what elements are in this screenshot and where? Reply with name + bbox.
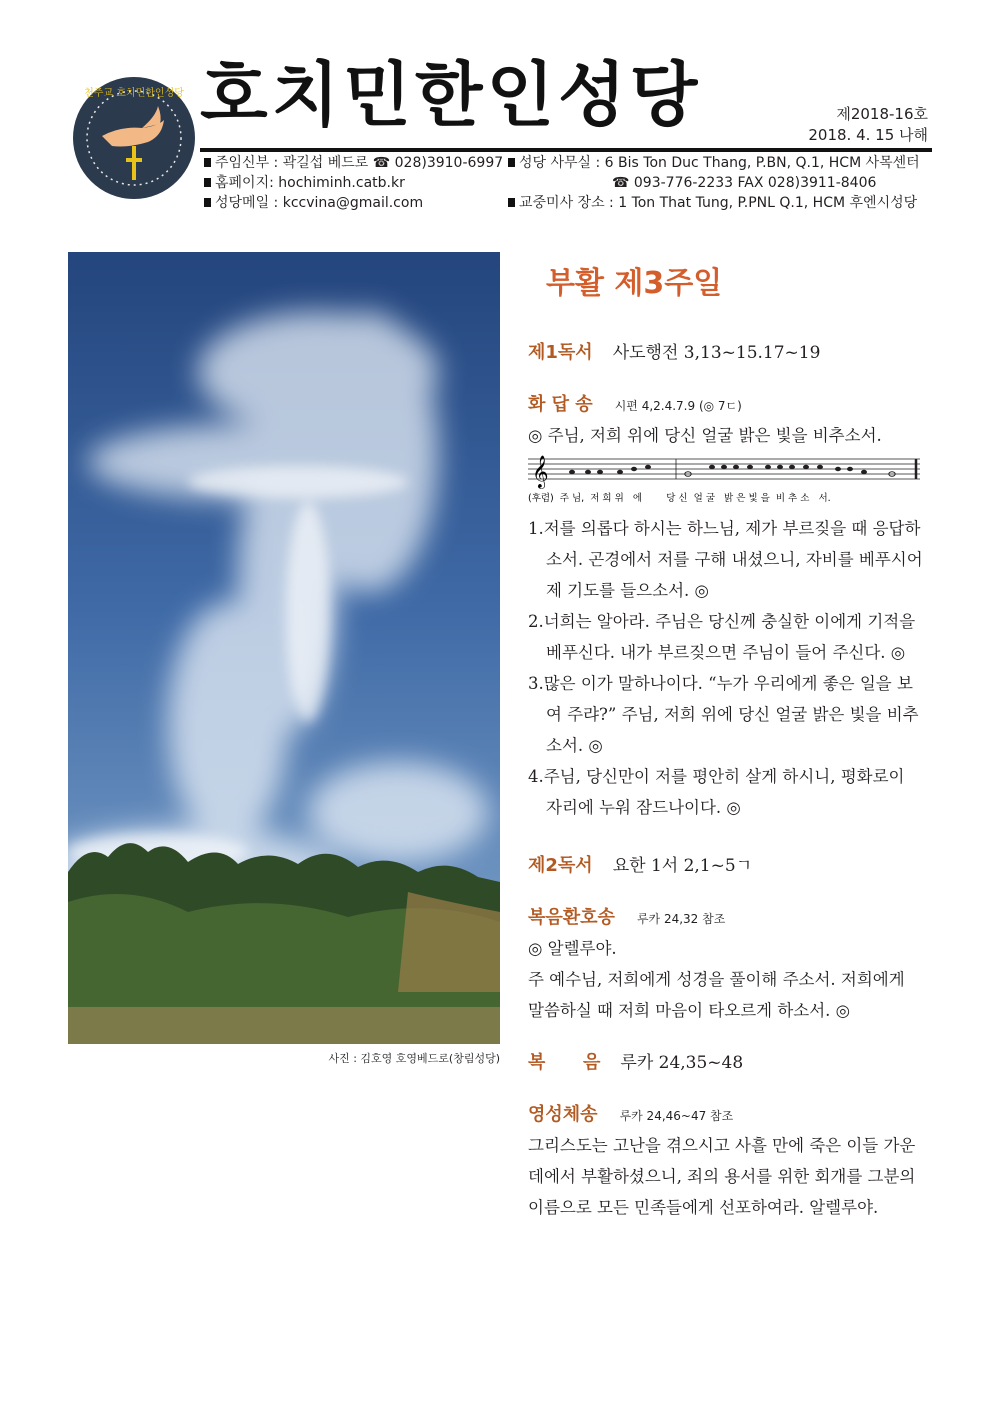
psalm-ref: 시편 4,2.4.7.9 (◎ 7ㄷ) <box>614 399 742 413</box>
psalm-row <box>528 390 924 420</box>
psalm-verse: 1.저를 의롭다 하시는 하느님, 제가 부르짖을 때 응답하소서. 곤경에서 저를 구해 내셨으니, 자비를 베푸시어 제 기도를 들으소서. ◎ <box>528 519 923 600</box>
email-line[interactable] <box>204 194 423 213</box>
issue-date: 2018. 4. 15 나해 <box>808 126 928 144</box>
psalm-verse: 2.너희는 알아라. 주님은 당신께 충실한 이에게 기적을 베푸신다. 내가 부르짖으면 주님이 들어 주신다. ◎ <box>528 612 916 662</box>
psalm-verse: 3.많은 이가 말하나이다. “누가 우리에게 좋은 일을 보여 주랴?” 주님, 저희 위에 당신 얼굴 밝은 빛을 비추소서. ◎ <box>528 674 919 755</box>
masthead-rule <box>200 148 932 152</box>
psalm-verse: 4.주님, 당신만이 저를 평안히 살게 하시니, 평화로이 자리에 누워 잠드나이다. ◎ <box>528 767 905 817</box>
reading1-row <box>528 338 924 368</box>
reading1-label: 제1독서 <box>528 342 593 363</box>
communion-row <box>528 1100 924 1130</box>
bullet-square-icon <box>204 158 211 167</box>
staff-lyrics: (후렴) 주 님, 저 희 위 에 당 신 얼 굴 밝 은 빛 을 비 추 소 서. <box>528 493 831 504</box>
office-phone-line <box>612 174 876 193</box>
communion-text: 그리스도는 고난을 겪으시고 사흘 만에 죽은 이들 가운데에서 부활하셨으니, 죄의 용서를 위한 회개를 그분의 이름으로 모든 민족들에게 선포하여라. 알렐루야. <box>528 1136 916 1217</box>
acclamation-refrain: ◎ 알렐루야. <box>528 939 617 958</box>
mass-place-line <box>508 194 917 213</box>
pastor-text: 주임신부 : 곽길섭 베드로 ☎ 028)3910-6997 <box>215 155 504 171</box>
bullet-square-icon <box>508 158 515 167</box>
issue-info <box>808 104 928 146</box>
reading1-ref: 사도행전 3,13~15.17~19 <box>612 343 821 363</box>
bullet-square-icon <box>204 178 211 187</box>
tree-line <box>68 843 500 1012</box>
photo-caption: 사진 : 김호영 호영베드로(창림성당) <box>328 1052 500 1065</box>
liturgy-column <box>528 258 924 1223</box>
mass-place-text: 교중미사 장소 : 1 Ton That Tung, P.PNL Q.1, HCM 후엔시성당 <box>519 195 918 211</box>
logo-lettering: 천주교 호치민한인성당 <box>84 88 184 99</box>
psalm-refrain: ◎ 주님, 저희 위에 당신 얼굴 밝은 빛을 비추소서. <box>528 426 882 445</box>
reading2-label: 제2독서 <box>528 855 593 876</box>
parish-logo <box>72 76 196 200</box>
music-staff <box>528 455 924 509</box>
bullet-square-icon <box>508 198 515 207</box>
homepage-line[interactable] <box>204 174 405 193</box>
sunday-title: 부활 제3주일 <box>546 266 723 301</box>
gospel-row <box>528 1048 924 1078</box>
newsletter-title: 호치민한인성당 <box>200 54 702 136</box>
communion-ref: 루카 24,46~47 참조 <box>619 1109 734 1123</box>
issue-number: 제2018-16호 <box>836 105 928 123</box>
homepage-link[interactable]: 홈페이지: hochiminh.catb.kr <box>215 175 405 191</box>
acclamation-label: 복음환호송 <box>528 907 615 928</box>
reading2-row <box>528 851 924 881</box>
pastor-line <box>204 154 503 173</box>
sky-cross-photo <box>68 252 500 1044</box>
treble-clef-icon: 𝄞 <box>532 455 549 488</box>
office-phone-text: ☎ 093-776-2233 FAX 028)3911-8406 <box>612 175 877 191</box>
email-link[interactable]: 성당메일 : kccvina@gmail.com <box>215 195 424 211</box>
office-line <box>508 154 920 173</box>
communion-label: 영성체송 <box>528 1104 598 1125</box>
gospel-label: 복 음 <box>528 1052 601 1073</box>
acclamation-ref: 루카 24,32 참조 <box>636 912 726 926</box>
psalm-label: 화 답 송 <box>528 394 593 415</box>
acclamation-row <box>528 903 924 933</box>
psalm-verses <box>528 513 924 823</box>
gospel-ref: 루카 24,35~48 <box>620 1053 744 1073</box>
reading2-ref: 요한 1서 2,1~5ㄱ <box>612 856 753 876</box>
office-text: 성당 사무실 : 6 Bis Ton Duc Thang, P.BN, Q.1, HCM 사목센터 <box>519 155 920 171</box>
acclamation-text: 주 예수님, 저희에게 성경을 풀이해 주소서. 저희에게 말씀하실 때 저희 마음이 타오르게 하소서. ◎ <box>528 970 905 1020</box>
bullet-square-icon <box>204 198 211 207</box>
